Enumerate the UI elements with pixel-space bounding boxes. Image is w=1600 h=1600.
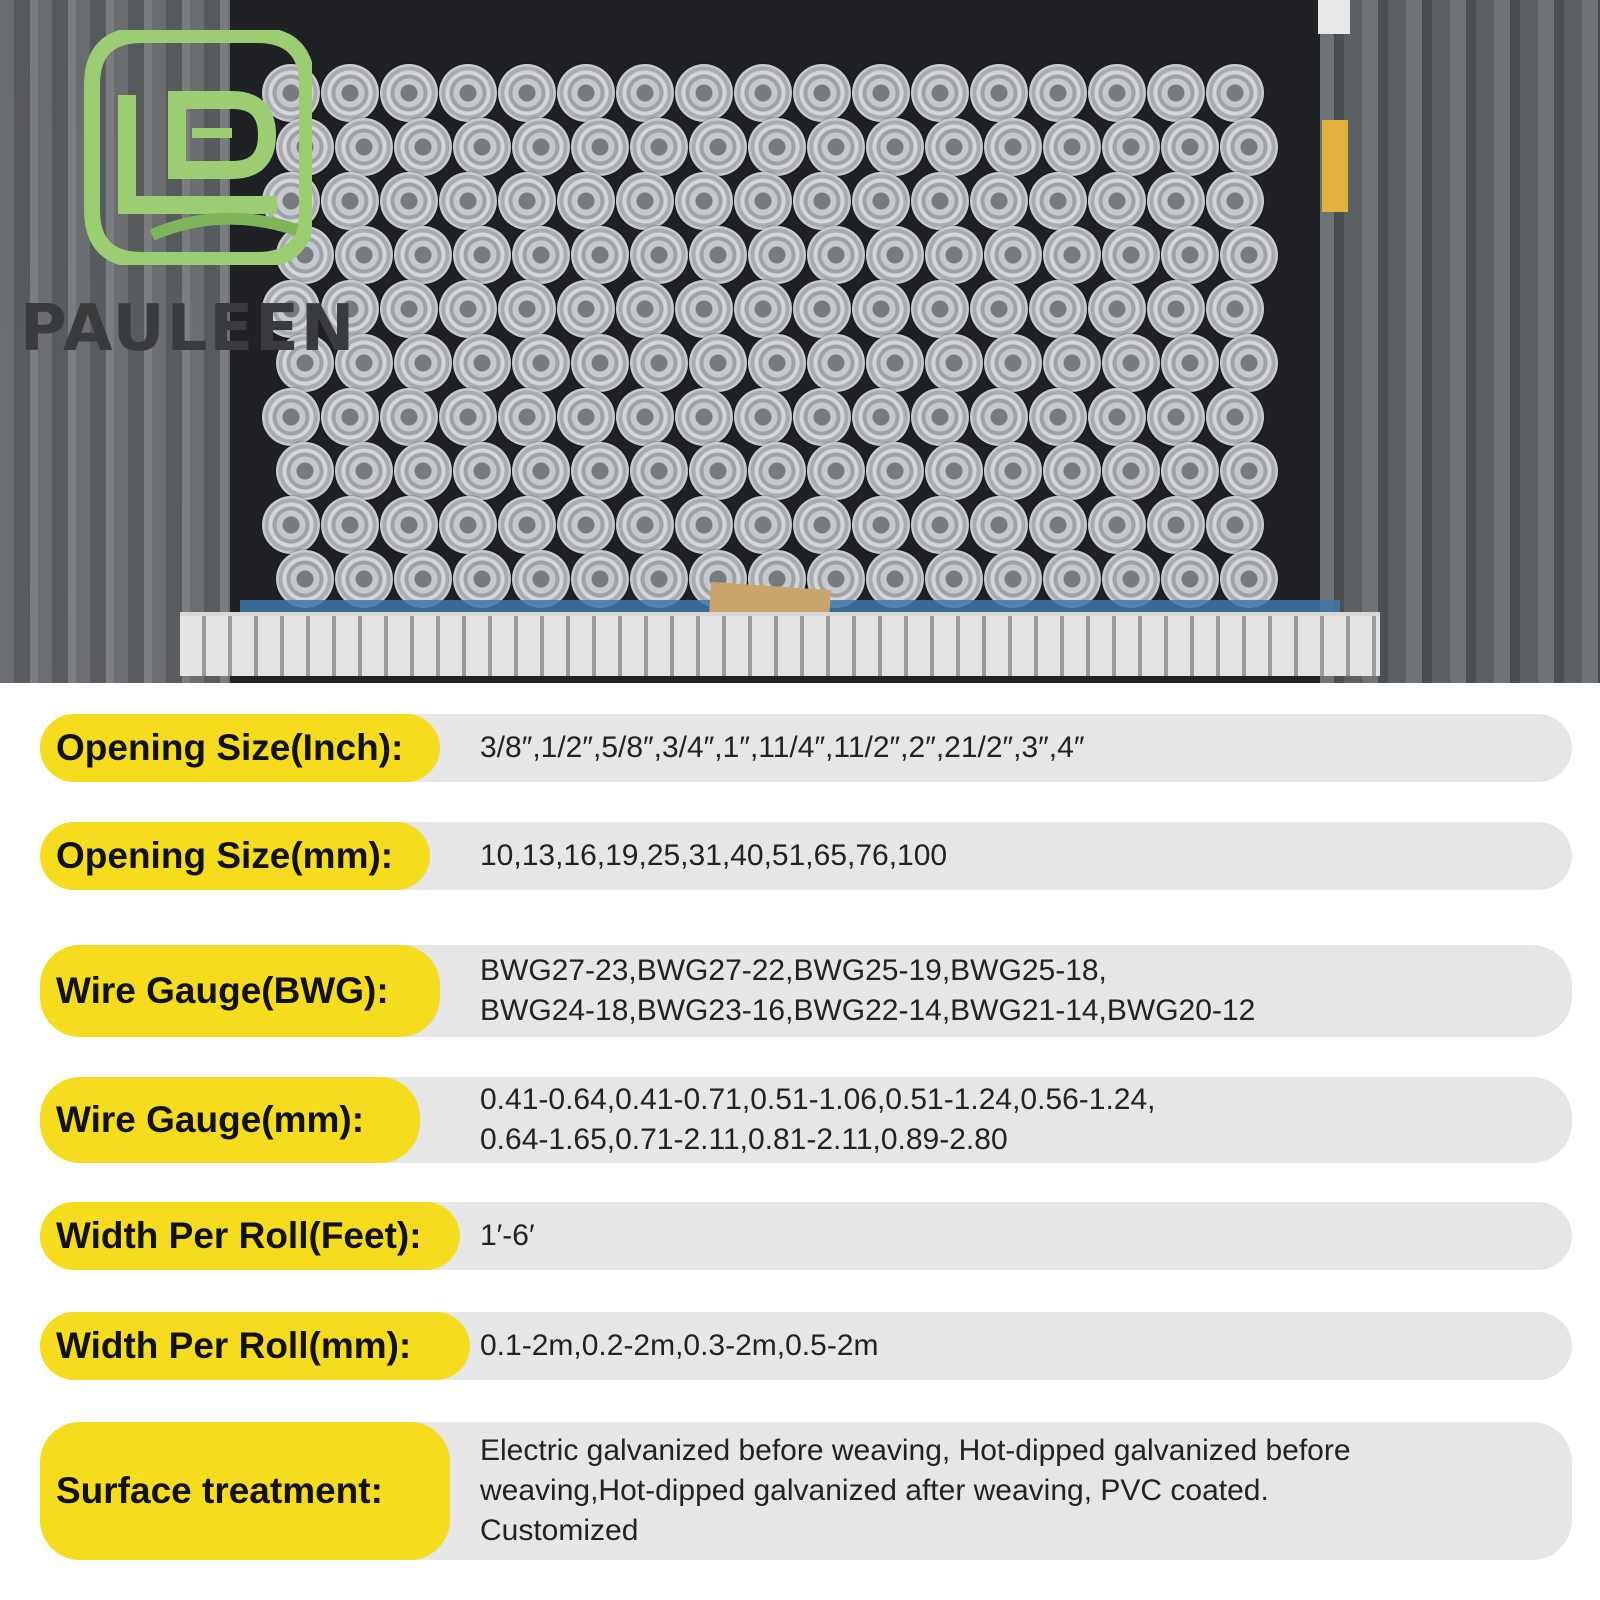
mesh-roll <box>807 442 865 500</box>
mesh-roll <box>866 226 924 284</box>
mesh-roll <box>498 496 556 554</box>
mesh-roll <box>984 226 1042 284</box>
mesh-roll <box>439 496 497 554</box>
spec-row <box>40 822 1572 890</box>
mesh-roll <box>807 118 865 176</box>
mesh-roll <box>1102 118 1160 176</box>
pallet-floor <box>180 612 1380 676</box>
spec-row <box>40 1077 1572 1163</box>
mesh-roll <box>1147 388 1205 446</box>
mesh-roll <box>734 280 792 338</box>
mesh-roll <box>1147 280 1205 338</box>
container-wall-right <box>1300 0 1600 683</box>
mesh-roll <box>984 334 1042 392</box>
mesh-roll <box>498 64 556 122</box>
spec-value-line: Electric galvanized before weaving, Hot-dipped galvanized before <box>480 1434 1351 1467</box>
mesh-roll <box>394 442 452 500</box>
mesh-roll <box>571 334 629 392</box>
mesh-roll <box>394 118 452 176</box>
mesh-roll <box>675 64 733 122</box>
mesh-roll <box>512 118 570 176</box>
mesh-roll <box>748 442 806 500</box>
mesh-roll <box>512 442 570 500</box>
mesh-roll <box>630 334 688 392</box>
mesh-roll <box>453 442 511 500</box>
mesh-roll <box>380 64 438 122</box>
brand-logo <box>82 30 312 265</box>
mesh-roll <box>1043 118 1101 176</box>
mesh-roll <box>911 280 969 338</box>
spec-value-line: 3/8″,1/2″,5/8″,3/4″,1″,11/4″,11/2″,2″,21/2″,3″,4″ <box>480 731 1085 764</box>
mesh-roll <box>911 388 969 446</box>
mesh-roll <box>1206 496 1264 554</box>
mesh-roll <box>852 172 910 230</box>
mesh-roll <box>557 64 615 122</box>
mesh-roll <box>571 118 629 176</box>
mesh-roll <box>630 442 688 500</box>
mesh-roll <box>1206 388 1264 446</box>
mesh-roll <box>911 64 969 122</box>
mesh-roll <box>616 496 674 554</box>
spec-value-line: Customized <box>480 1514 639 1547</box>
mesh-roll <box>852 388 910 446</box>
spec-value <box>480 1077 1552 1163</box>
mesh-roll <box>321 496 379 554</box>
spec-value-line: BWG24-18,BWG23-16,BWG22-14,BWG21-14,BWG20-12 <box>480 994 1256 1027</box>
spec-row <box>40 1422 1572 1560</box>
mesh-roll <box>1043 442 1101 500</box>
mesh-roll <box>616 280 674 338</box>
mesh-roll <box>439 388 497 446</box>
mesh-roll <box>689 334 747 392</box>
mesh-roll <box>734 496 792 554</box>
spec-value <box>480 945 1552 1037</box>
spec-label: Wire Gauge(BWG): <box>40 945 440 1037</box>
mesh-roll <box>498 388 556 446</box>
mesh-roll <box>675 172 733 230</box>
mesh-roll <box>675 280 733 338</box>
warning-sticker <box>1322 120 1348 212</box>
mesh-roll <box>1147 496 1205 554</box>
mesh-roll <box>1088 172 1146 230</box>
mesh-roll <box>748 334 806 392</box>
mesh-roll <box>911 496 969 554</box>
mesh-roll <box>925 118 983 176</box>
mesh-roll <box>807 226 865 284</box>
spec-value <box>480 1202 1552 1270</box>
mesh-roll <box>498 172 556 230</box>
mesh-roll <box>925 334 983 392</box>
mesh-roll <box>1206 64 1264 122</box>
wire-mesh-rolls <box>262 64 1312 644</box>
mesh-roll <box>1220 334 1278 392</box>
mesh-roll <box>276 442 334 500</box>
mesh-roll <box>1043 334 1101 392</box>
mesh-roll <box>852 64 910 122</box>
spec-value-line: 0.41-0.64,0.41-0.71,0.51-1.06,0.51-1.24,0.56-1.24, <box>480 1083 1156 1116</box>
mesh-roll <box>1029 172 1087 230</box>
spec-label: Surface treatment: <box>40 1422 450 1560</box>
spec-label: Opening Size(Inch): <box>40 714 440 782</box>
mesh-roll <box>335 226 393 284</box>
mesh-roll <box>1029 280 1087 338</box>
mesh-roll <box>394 334 452 392</box>
mesh-roll <box>748 118 806 176</box>
mesh-roll <box>321 388 379 446</box>
mesh-roll <box>1206 172 1264 230</box>
mesh-roll <box>807 334 865 392</box>
mesh-roll <box>1088 280 1146 338</box>
mesh-roll <box>734 388 792 446</box>
mesh-roll <box>1088 496 1146 554</box>
mesh-roll <box>689 442 747 500</box>
mesh-roll <box>380 280 438 338</box>
mesh-roll <box>262 388 320 446</box>
mesh-roll <box>748 226 806 284</box>
mesh-roll <box>793 172 851 230</box>
spec-row <box>40 1312 1572 1380</box>
spec-value-line: 0.64-1.65,0.71-2.11,0.81-2.11,0.89-2.80 <box>480 1123 1008 1156</box>
spec-row <box>40 714 1572 782</box>
mesh-roll <box>866 334 924 392</box>
mesh-roll <box>439 64 497 122</box>
mesh-roll <box>852 280 910 338</box>
mesh-roll <box>793 280 851 338</box>
mesh-roll <box>689 118 747 176</box>
mesh-roll <box>675 496 733 554</box>
mesh-roll <box>557 496 615 554</box>
mesh-roll <box>453 334 511 392</box>
spec-value-line: weaving,Hot-dipped galvanized after weaving, PVC coated. <box>480 1474 1269 1507</box>
mesh-roll <box>498 280 556 338</box>
spec-value <box>480 1422 1552 1560</box>
mesh-roll <box>557 172 615 230</box>
mesh-roll <box>616 172 674 230</box>
mesh-roll <box>335 118 393 176</box>
container-label <box>1318 0 1350 34</box>
mesh-roll <box>616 64 674 122</box>
mesh-roll <box>689 226 747 284</box>
mesh-roll <box>734 64 792 122</box>
mesh-roll <box>925 442 983 500</box>
mesh-roll <box>734 172 792 230</box>
mesh-roll <box>970 496 1028 554</box>
mesh-roll <box>1161 334 1219 392</box>
mesh-roll <box>557 388 615 446</box>
mesh-roll <box>321 64 379 122</box>
mesh-roll <box>380 496 438 554</box>
mesh-roll <box>925 226 983 284</box>
mesh-roll <box>321 172 379 230</box>
mesh-roll <box>453 118 511 176</box>
mesh-roll <box>1088 388 1146 446</box>
spec-value-line: 10,13,16,19,25,31,40,51,65,76,100 <box>480 839 948 872</box>
mesh-roll <box>380 172 438 230</box>
mesh-roll <box>793 64 851 122</box>
mesh-roll <box>453 226 511 284</box>
mesh-roll <box>335 442 393 500</box>
mesh-roll <box>512 334 570 392</box>
brand-name: PAULEEN <box>20 292 357 366</box>
mesh-roll <box>1161 118 1219 176</box>
mesh-roll <box>675 388 733 446</box>
mesh-roll <box>1161 442 1219 500</box>
spec-value <box>480 822 1552 890</box>
mesh-roll <box>616 388 674 446</box>
mesh-roll <box>970 280 1028 338</box>
mesh-roll <box>911 172 969 230</box>
spec-label: Opening Size(mm): <box>40 822 430 890</box>
mesh-roll <box>1029 64 1087 122</box>
spec-value-line: 0.1-2m,0.2-2m,0.3-2m,0.5-2m <box>480 1329 879 1362</box>
spec-value <box>480 714 1552 782</box>
mesh-roll <box>571 226 629 284</box>
mesh-roll <box>866 118 924 176</box>
mesh-roll <box>262 496 320 554</box>
mesh-roll <box>1147 172 1205 230</box>
mesh-roll <box>970 388 1028 446</box>
mesh-roll <box>970 64 1028 122</box>
mesh-roll <box>1102 442 1160 500</box>
mesh-roll <box>1161 226 1219 284</box>
mesh-roll <box>866 442 924 500</box>
spec-value-line: 1′-6′ <box>480 1219 535 1252</box>
mesh-roll <box>984 442 1042 500</box>
mesh-roll <box>1088 64 1146 122</box>
mesh-roll <box>571 442 629 500</box>
mesh-roll <box>970 172 1028 230</box>
mesh-roll <box>630 226 688 284</box>
spec-value <box>480 1312 1552 1380</box>
mesh-roll <box>1220 442 1278 500</box>
mesh-roll <box>439 280 497 338</box>
mesh-roll <box>852 496 910 554</box>
mesh-roll <box>630 118 688 176</box>
mesh-roll <box>1029 388 1087 446</box>
mesh-roll <box>984 118 1042 176</box>
spec-row <box>40 1202 1572 1270</box>
mesh-roll <box>793 496 851 554</box>
mesh-roll <box>557 280 615 338</box>
spec-label: Width Per Roll(mm): <box>40 1312 470 1380</box>
mesh-roll <box>1102 334 1160 392</box>
spec-label: Wire Gauge(mm): <box>40 1077 420 1163</box>
mesh-roll <box>1206 280 1264 338</box>
mesh-roll <box>1029 496 1087 554</box>
mesh-roll <box>1220 118 1278 176</box>
mesh-roll <box>1220 226 1278 284</box>
spec-value-line: BWG27-23,BWG27-22,BWG25-19,BWG25-18, <box>480 954 1107 987</box>
mesh-roll <box>1102 226 1160 284</box>
mesh-roll <box>394 226 452 284</box>
spec-label: Width Per Roll(Feet): <box>40 1202 460 1270</box>
mesh-roll <box>380 388 438 446</box>
mesh-roll <box>439 172 497 230</box>
spec-row <box>40 945 1572 1037</box>
mesh-roll <box>793 388 851 446</box>
mesh-roll <box>1043 226 1101 284</box>
mesh-roll <box>512 226 570 284</box>
mesh-roll <box>1147 64 1205 122</box>
